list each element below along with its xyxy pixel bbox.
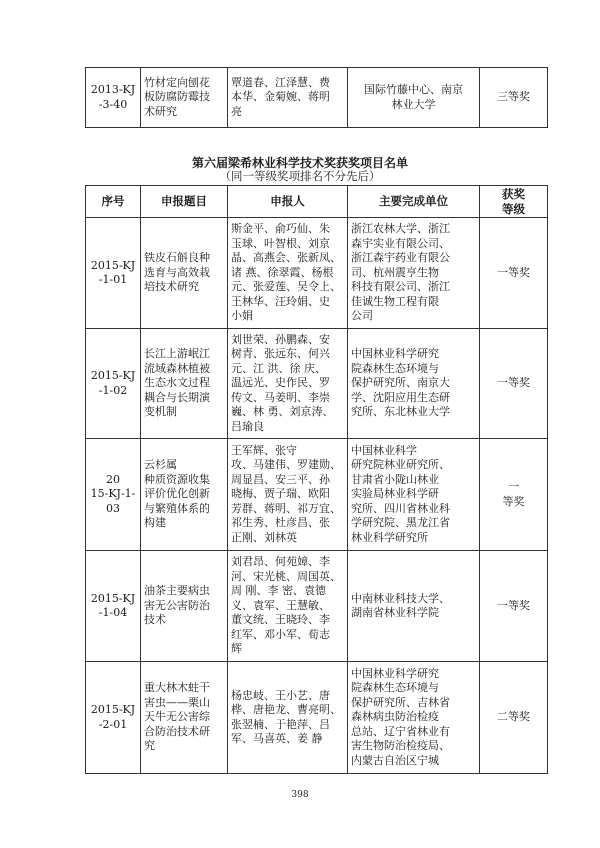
row-people: 王军辉、张守 攻、马建伟、罗建勋、 周显昌、安三平、孙 晓梅、贾子瑞、欧阳 芳群、蒋明、祁万宜、 祁生秀、杜彦昌、张 正刚、刘林英 <box>228 439 348 551</box>
header-topic: 申报题目 <box>141 186 228 218</box>
row-id: 2015-KJ -1-01 <box>86 218 141 329</box>
header-award: 获奖 等级 <box>480 186 548 218</box>
row-id: 2015-KJ -1-02 <box>86 329 141 439</box>
row-people: 覃道春、江泽慧、费 本华、金菊婉、蒋明 亮 <box>228 68 348 128</box>
award-table <box>85 185 548 774</box>
row-id: 2013-KJ -3-40 <box>86 68 141 128</box>
header-people: 申报人 <box>228 186 348 218</box>
table-row <box>86 218 548 329</box>
row-award: 一等奖 <box>480 551 548 662</box>
table-row <box>86 329 548 439</box>
page-subtitle: （同一等级奖项排名不分先后） <box>219 169 381 183</box>
row-topic: 铁皮石斛良种 选育与高效栽 培技术研究 <box>141 218 228 329</box>
header-unit: 主要完成单位 <box>348 186 480 218</box>
row-topic: 云杉属 种质资源收集 评价优化创新 与繁殖体系的 构建 <box>141 439 228 551</box>
row-topic: 长江上游岷江 流域森林植被 生态水文过程 耦合与长期演 变机制 <box>141 329 228 439</box>
row-id: 20 15-KJ-1- 03 <box>86 439 141 551</box>
page-title: 第六届梁希林业科学技术奖获奖项目名单 <box>191 156 408 170</box>
row-id: 2015-KJ -2-01 <box>86 662 141 774</box>
row-people: 斯金平、俞巧仙、朱 玉球、叶智根、刘京 晶、高燕会、张新凤、 诸 燕、徐翠霞、杨根 元、张爱莲、吴令上、 王林华、汪玲娟、史 小娟 <box>228 218 348 329</box>
row-award: 一 等奖 <box>480 439 548 551</box>
row-award: 二等奖 <box>480 662 548 774</box>
row-unit: 中国林业科学研究 院森林生态环境与 保护研究所、南京大 学、沈阳应用生态研 究所、东北林业大学 <box>348 329 480 439</box>
row-award: 一等奖 <box>480 329 548 439</box>
row-people: 刘君昂、何苑嫜、李 河、宋光桃、周国英、 周 刚、李 密、袁德 义、袁军、王慧敏、 董文统、王晓玲、李 红军、邓小军、荀志 辉 <box>228 551 348 662</box>
table-row <box>86 551 548 662</box>
header-id: 序号 <box>86 186 141 218</box>
row-unit: 国际竹藤中心、南京 林业大学 <box>348 68 480 128</box>
row-unit: 中国林业科学 研究院林业研究所、 甘肃省小陇山林业 实验局林业科学研 究所、四川省林业科 学研究院、黑龙江省 林业科学研究所 <box>348 439 480 551</box>
row-unit: 浙江农林大学、浙江 森宇实业有限公司、 浙江森宇药业有限公 司、杭州震亨生物 科技有限公司、浙江 佳诚生物工程有限 公司 <box>348 218 480 329</box>
row-award: 三等奖 <box>480 68 548 128</box>
row-topic: 竹材定向刨花 板防腐防霉技 术研究 <box>141 68 228 128</box>
row-unit: 中南林业科技大学、 湖南省林业科学院 <box>348 551 480 662</box>
table-row <box>86 68 548 128</box>
row-unit: 中国林业科学研究 院森林生态环境与 保护研究所、吉林省 森林病虫防治检疫 总站、辽宁省林业有 害生物防治检疫局、 内蒙古自治区宁城 <box>348 662 480 774</box>
row-topic: 重大林木蛀干 害虫——栗山 天牛无公害综 合防治技术研 究 <box>141 662 228 774</box>
row-topic: 油茶主要病虫 害无公害防治 技术 <box>141 551 228 662</box>
row-id: 2015-KJ -1-04 <box>86 551 141 662</box>
row-people: 杨忠岐、王小艺、唐 桦、唐艳龙、曹亮明、 张翌楠、于艳萍、吕 军、马喜英、姜 静 <box>228 662 348 774</box>
header-row <box>86 186 548 218</box>
page-number: 398 <box>291 790 309 800</box>
previous-award-table <box>85 67 548 128</box>
table-row <box>86 439 548 551</box>
row-people: 刘世荣、孙鹏森、安 树青、张远东、何兴 元、江 洪、徐 庆、 温远光、史作民、罗 传文、马姜明、李崇 巍、林 勇、刘京涛、 吕瑜良 <box>228 329 348 439</box>
table-row <box>86 662 548 774</box>
row-award: 一等奖 <box>480 218 548 329</box>
